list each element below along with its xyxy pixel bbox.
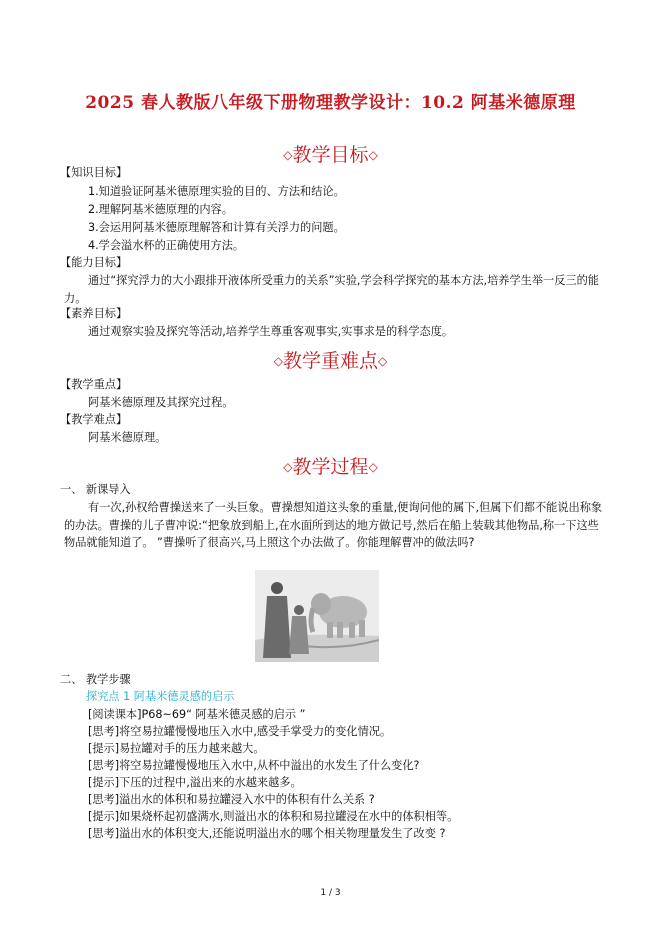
section-heading-process: [0, 452, 661, 479]
knowledge-item: 3.会运用阿基米德原理解答和计算有关浮力的问题。: [88, 221, 345, 234]
step-line: [思考]溢出水的体积变大,还能说明溢出水的哪个相关物理量发生了改变 ?: [88, 827, 446, 840]
focus-label: 【教学重点】: [60, 378, 128, 391]
step-line: [思考]将空易拉罐慢慢地压入水中,从杯中溢出的水发生了什么变化?: [88, 759, 420, 772]
difficulty-label: 【教学难点】: [60, 413, 128, 426]
explore-point-title: 探究点 1 阿基米德灵感的启示: [86, 690, 235, 703]
section-heading-objectives: [0, 140, 661, 167]
page-number: 1 / 3: [320, 888, 341, 898]
process-heading-text: 教学过程: [292, 456, 369, 478]
step-line: [提示]下压的过程中,溢出来的水越来越多。: [88, 776, 302, 789]
keypoints-heading-text: 教学重难点: [282, 350, 378, 372]
literacy-label: 【素养目标】: [60, 307, 128, 320]
diamond-icon: ◇: [368, 148, 378, 162]
part1-story-text: 有一次,孙权给曹操送来了一头巨象。曹操想知道这头象的重量,便询问他的属下,但属下们都不能说出称象的办法。曹操的儿子曹冲说:“把象放到船上,在水面所到达的地方做记号,然后在船上装载其他物品,称一下这些物品就能知道了。 ”曹操听了很高兴,马上照这个办法做了。你能理解曹冲的做法吗?: [64, 501, 603, 549]
diamond-icon: ◇: [283, 460, 293, 474]
diamond-icon: ◇: [378, 354, 388, 368]
step-line: [提示]如果烧杯起初盛满水,则溢出水的体积和易拉罐浸在水中的体积相等。: [88, 810, 459, 823]
diamond-icon: ◇: [273, 354, 283, 368]
step-line: [阅读课本]P68~69“ 阿基米德灵感的启示 ”: [88, 708, 306, 721]
knowledge-item: 4.学会溢水杯的正确使用方法。: [88, 239, 245, 252]
step-line: [思考]溢出水的体积和易拉罐浸入水中的体积有什么关系 ?: [88, 793, 375, 806]
ability-label: 【能力目标】: [60, 256, 128, 269]
part1-label: 一、 新课导入: [60, 483, 131, 496]
literacy-text: 通过观察实验及探究等活动,培养学生尊重客观事实,实事求是的科学态度。: [88, 325, 454, 338]
difficulty-text: 阿基米德原理。: [88, 431, 167, 444]
step-line: [提示]易拉罐对手的压力越来越大。: [88, 742, 265, 755]
focus-text: 阿基米德原理及其探究过程。: [88, 396, 234, 409]
illustration-svg: [255, 570, 379, 662]
cao-chong-elephant-illustration: [255, 570, 379, 662]
diamond-icon: ◇: [368, 460, 378, 474]
knowledge-item: 1.知道验证阿基米德原理实验的目的、方法和结论。: [88, 185, 345, 198]
ability-text: 通过“探究浮力的大小跟排开液体所受重力的关系”实验,学会科学探究的基本方法,培养学生举一反三的能力。: [64, 274, 599, 305]
section-heading-keypoints: [0, 346, 661, 373]
diamond-icon: ◇: [283, 148, 293, 162]
step-line: [思考]将空易拉罐慢慢地压入水中,感受手掌受力的变化情况。: [88, 725, 392, 738]
document-title: 2025 春人教版八年级下册物理教学设计：10.2 阿基米德原理: [85, 93, 576, 113]
knowledge-item: 2.理解阿基米德原理的内容。: [88, 203, 233, 216]
part2-label: 二、 教学步骤: [60, 673, 131, 686]
objectives-heading-text: 教学目标: [292, 144, 369, 166]
knowledge-label: 【知识目标】: [60, 166, 128, 179]
